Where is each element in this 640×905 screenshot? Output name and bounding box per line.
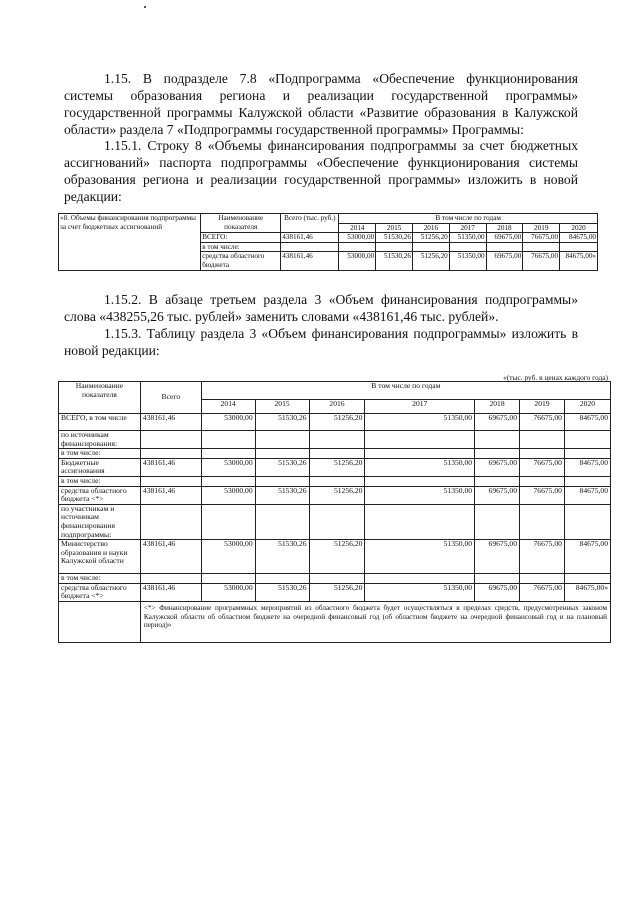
t2-cell xyxy=(255,431,309,449)
t2-cell xyxy=(201,431,255,449)
t2-year: 2018 xyxy=(475,400,520,414)
t1-header-total: Всего (тыс. руб.) xyxy=(281,214,339,233)
t2-cell: 51530,26 xyxy=(255,583,309,601)
t2-cell-total xyxy=(140,431,201,449)
t2-cell: 51350,00 xyxy=(365,540,475,574)
t2-year: 2017 xyxy=(365,400,475,414)
t2-cell-name: средства областного бюджета <*> xyxy=(59,486,141,504)
t2-cell: 76675,00 xyxy=(520,486,565,504)
t2-cell xyxy=(365,476,475,486)
t2-cell: 69675,00 xyxy=(475,583,520,601)
t2-cell: 69675,00 xyxy=(475,458,520,476)
t2-cell xyxy=(365,449,475,459)
t2-cell: 51530,26 xyxy=(255,458,309,476)
t1-year: 2020 xyxy=(560,223,598,233)
t2-cell-total xyxy=(140,476,201,486)
t2-cell: 84675,00 xyxy=(564,540,610,574)
paragraph-1-15-3 xyxy=(64,325,578,359)
t1-cell-name: ВСЕГО: xyxy=(201,233,281,243)
t2-cell: 51256,20 xyxy=(309,486,365,504)
t2-cell xyxy=(255,476,309,486)
t2-cell xyxy=(255,574,309,584)
t2-cell: 51350,00 xyxy=(365,486,475,504)
t2-cell xyxy=(365,431,475,449)
t2-year: 2014 xyxy=(201,400,255,414)
t1-year: 2019 xyxy=(523,223,560,233)
t1-cell-total: 438161,46 xyxy=(281,252,339,270)
t2-header-total: Всего xyxy=(140,382,201,414)
t1-cell: 69675,00 xyxy=(486,252,523,270)
t2-cell xyxy=(201,449,255,459)
t1-cell: 53000,00 xyxy=(339,252,376,270)
t1-cell: 51350,00 xyxy=(449,252,486,270)
t2-cell-total: 438161,46 xyxy=(140,414,201,431)
t2-cell xyxy=(309,431,365,449)
t2-cell: 84675,00 xyxy=(564,486,610,504)
t1-header-years-group: В том числе по годам xyxy=(339,214,598,224)
t2-cell-name: по участникам и источникам финансирования подпрограммы: xyxy=(59,504,141,539)
t2-cell: 51256,20 xyxy=(309,540,365,574)
t2-cell: 84675,00 xyxy=(564,458,610,476)
paragraph-1-15-1 xyxy=(64,137,578,205)
t2-cell: 51256,20 xyxy=(309,414,365,431)
t2-row xyxy=(59,414,611,431)
t2-cell xyxy=(520,431,565,449)
t2-cell xyxy=(564,431,610,449)
t2-header-years-group: В том числе по годам xyxy=(201,382,610,400)
t2-cell-total xyxy=(140,504,201,539)
t1-header-name: Наименование показателя xyxy=(201,214,281,233)
t2-cell xyxy=(520,476,565,486)
t2-row xyxy=(59,449,611,459)
t2-cell: 51256,20 xyxy=(309,458,365,476)
t2-cell-total: 438161,46 xyxy=(140,458,201,476)
t1-year: 2017 xyxy=(449,223,486,233)
t2-cell-total xyxy=(140,574,201,584)
paragraph-1-15-text: 1.15. В подразделе 7.8 «Подпрограмма «Обеспечение функционирования системы образования региона и реализации государственной программы» государственной программы Калужской области «Развитие образования в Калужской области» раздела 7 «Подпрограммы государственной программы» Программы: xyxy=(64,71,578,137)
t2-cell: 69675,00 xyxy=(475,540,520,574)
passport-table xyxy=(58,213,598,271)
t2-year: 2019 xyxy=(520,400,565,414)
t2-cell: 84675,00» xyxy=(564,583,610,601)
t2-row xyxy=(59,431,611,449)
t2-cell-total: 438161,46 xyxy=(140,540,201,574)
passport-row-label: «8. Объемы финансирования подпрограммы за счет бюджетных ассигнований xyxy=(59,214,201,271)
paragraph-1-15-1-text: 1.15.1. Строку 8 «Объемы финансирования подпрограммы за счет бюджетных ассигнований» паспорта подпрограммы «Обеспечение функционирования системы образования региона и реализации государственной программы» изложить в новой редакции: xyxy=(64,138,578,204)
t2-cell xyxy=(309,449,365,459)
paragraph-1-15 xyxy=(64,70,578,138)
t2-cell xyxy=(309,574,365,584)
t2-cell: 51256,20 xyxy=(309,583,365,601)
t2-cell-name: ВСЕГО, в том числе xyxy=(59,414,141,431)
t2-cell xyxy=(309,504,365,539)
t2-cell xyxy=(564,476,610,486)
t1-cell: 51256,20 xyxy=(412,252,449,270)
t2-cell xyxy=(520,504,565,539)
t1-year: 2016 xyxy=(412,223,449,233)
t2-cell: 53000,00 xyxy=(201,458,255,476)
t2-cell: 84675,00 xyxy=(564,414,610,431)
t1-year: 2015 xyxy=(376,223,413,233)
t2-row xyxy=(59,476,611,486)
t2-cell-total: 438161,46 xyxy=(140,583,201,601)
paragraph-1-15-2 xyxy=(64,291,578,325)
t2-cell xyxy=(475,504,520,539)
t2-row xyxy=(59,504,611,539)
t1-cell: 84675,00» xyxy=(560,252,598,270)
t2-cell: 51530,26 xyxy=(255,540,309,574)
t2-cell: 51530,26 xyxy=(255,486,309,504)
t2-cell xyxy=(255,504,309,539)
t2-year: 2020 xyxy=(564,400,610,414)
t2-cell: 51350,00 xyxy=(365,458,475,476)
t2-cell xyxy=(564,574,610,584)
t2-year: 2015 xyxy=(255,400,309,414)
t2-row xyxy=(59,540,611,574)
t2-year: 2016 xyxy=(309,400,365,414)
t2-cell-total: 438161,46 xyxy=(140,486,201,504)
t2-cell: 53000,00 xyxy=(201,583,255,601)
t2-cell xyxy=(475,476,520,486)
t1-cell: 76675,00 xyxy=(523,233,560,243)
t2-cell: 76675,00 xyxy=(520,414,565,431)
t2-cell: 76675,00 xyxy=(520,540,565,574)
t2-cell xyxy=(475,449,520,459)
t2-row xyxy=(59,486,611,504)
t2-cell-name: Бюджетные ассигнования xyxy=(59,458,141,476)
t1-cell: 51530,26 xyxy=(376,233,413,243)
scan-speck xyxy=(144,6,146,8)
financing-table xyxy=(58,381,611,643)
t2-header-name: Наименование показателя xyxy=(59,382,141,414)
t1-cell-name: в том числе: xyxy=(201,242,281,252)
t1-cell: 84675,00 xyxy=(560,233,598,243)
t2-cell-total xyxy=(140,449,201,459)
t2-cell xyxy=(520,574,565,584)
t2-cell xyxy=(201,504,255,539)
t2-cell: 51350,00 xyxy=(365,583,475,601)
t2-cell-name: средства областного бюджета <*> xyxy=(59,583,141,601)
paragraph-1-15-2-text: 1.15.2. В абзаце третьем раздела 3 «Объем финансирования подпрограммы» слова «438255,26 тыс. рублей» заменить словами «438161,46 тыс. рублей». xyxy=(64,292,578,324)
t2-cell: 51350,00 xyxy=(365,414,475,431)
t2-cell xyxy=(365,504,475,539)
t2-cell: 53000,00 xyxy=(201,414,255,431)
t2-cell xyxy=(201,574,255,584)
t1-cell: 76675,00 xyxy=(523,252,560,270)
t2-cell xyxy=(475,574,520,584)
t2-cell xyxy=(520,449,565,459)
t1-cell: 51530,26 xyxy=(376,252,413,270)
t2-row xyxy=(59,583,611,601)
t2-cell-name: в том числе: xyxy=(59,449,141,459)
t1-cell: 53000,00 xyxy=(339,233,376,243)
t1-year: 2014 xyxy=(339,223,376,233)
t2-cell-name: в том числе: xyxy=(59,574,141,584)
t2-cell: 69675,00 xyxy=(475,414,520,431)
t2-cell: 53000,00 xyxy=(201,540,255,574)
t2-cell xyxy=(201,476,255,486)
t2-cell-name: в том числе: xyxy=(59,476,141,486)
t2-cell: 53000,00 xyxy=(201,486,255,504)
t2-cell xyxy=(564,504,610,539)
paragraph-1-15-3-text: 1.15.3. Таблицу раздела 3 «Объем финансирования подпрограммы» изложить в новой редакции: xyxy=(64,326,578,358)
t1-cell: 51256,20 xyxy=(412,233,449,243)
t2-cell xyxy=(475,431,520,449)
t2-cell xyxy=(564,449,610,459)
t2-cell-name: Министерство образования и науки Калужской области xyxy=(59,540,141,574)
t2-cell xyxy=(365,574,475,584)
t2-cell xyxy=(309,476,365,486)
t2-cell: 76675,00 xyxy=(520,583,565,601)
t2-cell: 51530,26 xyxy=(255,414,309,431)
t1-cell-name: средства областного бюджета xyxy=(201,252,281,270)
t2-cell-name: по источникам финансирования: xyxy=(59,431,141,449)
t2-cell: 69675,00 xyxy=(475,486,520,504)
units-note: «(тыс. руб. в ценах каждого года) xyxy=(503,373,608,382)
t2-row xyxy=(59,458,611,476)
t1-year: 2018 xyxy=(486,223,523,233)
t2-footnote: <*> Финансирование программных мероприятий из областного бюджета будет осуществляться в пределах средств, предусмотренных законом Калужской области об областном бюджете на очередной финансовый год (об областном бюджете на очередной финансовый год и на плановый период)» xyxy=(140,601,610,642)
t2-cell: 76675,00 xyxy=(520,458,565,476)
t1-cell-total: 438161,46 xyxy=(281,233,339,243)
t1-cell: 51350,00 xyxy=(449,233,486,243)
t1-cell: 69675,00 xyxy=(486,233,523,243)
t2-row xyxy=(59,574,611,584)
t2-cell xyxy=(255,449,309,459)
